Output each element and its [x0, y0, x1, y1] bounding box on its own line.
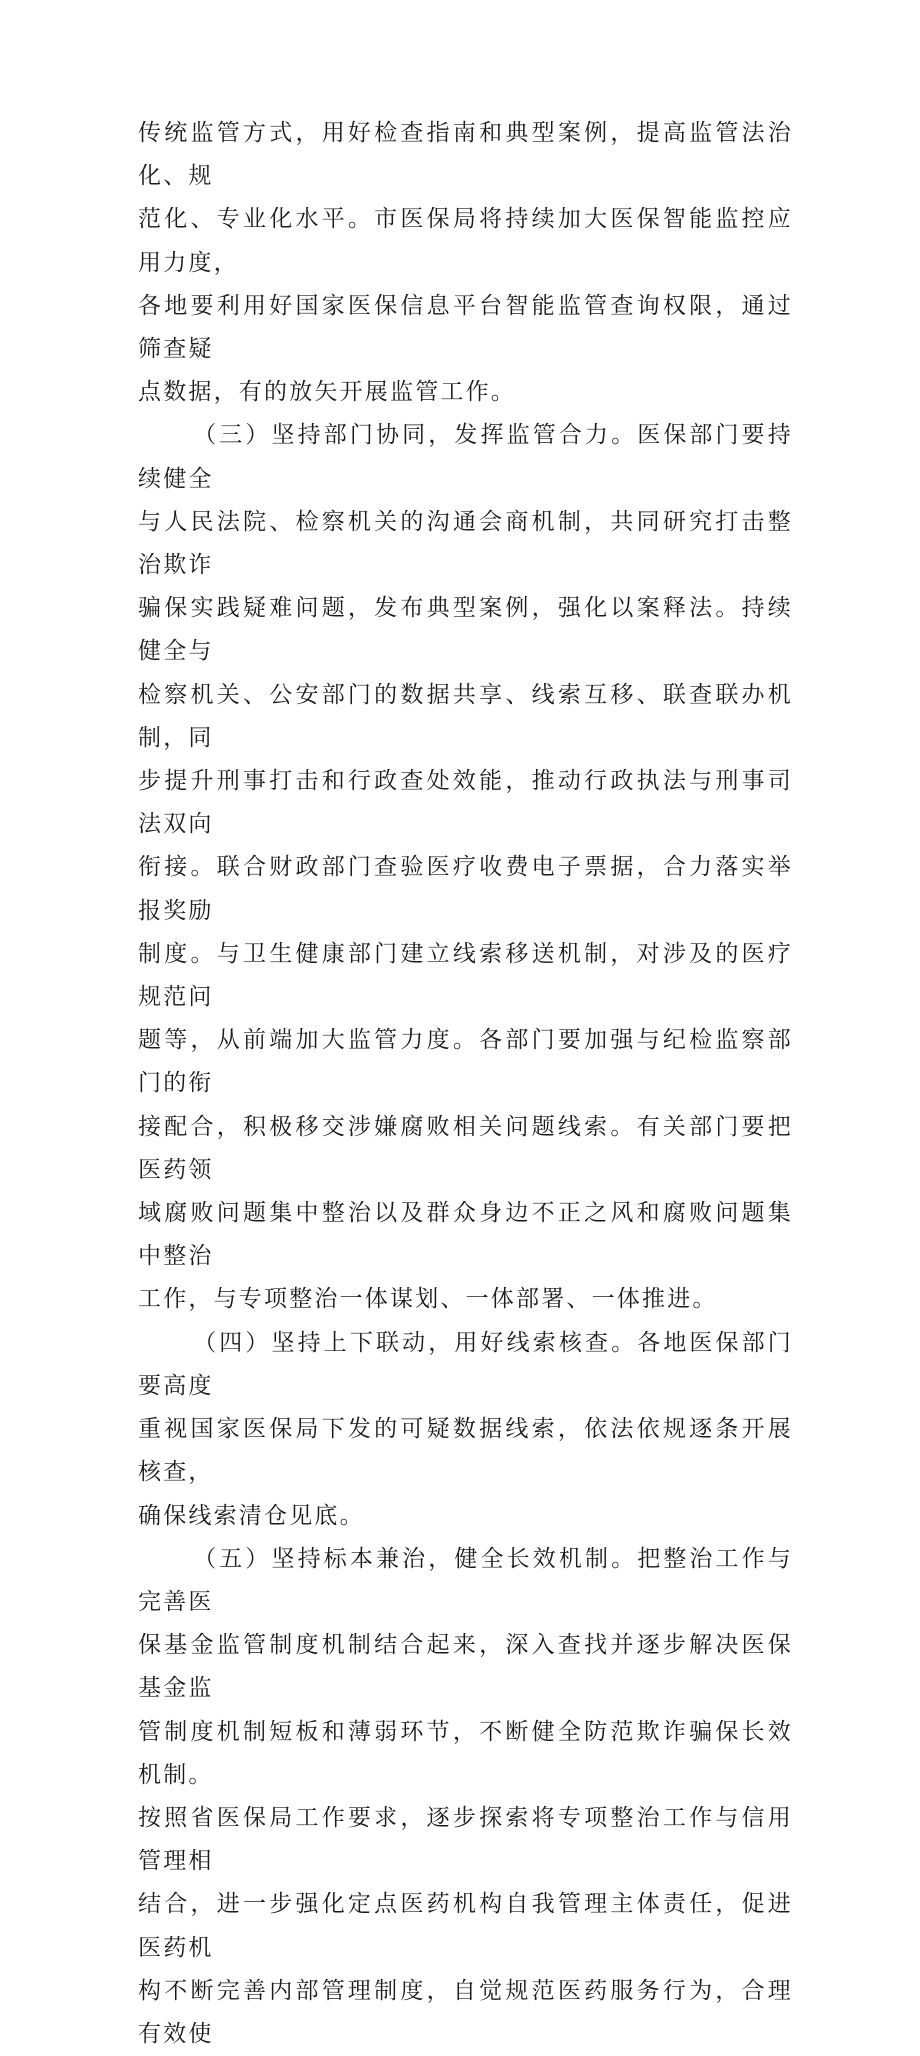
text-line: 骗保实践疑难问题，发布典型案例，强化以案释法。持续健全与	[138, 595, 793, 665]
text-line: 检察机关、公安部门的数据共享、线索互移、联查联办机制，同	[138, 681, 793, 751]
text-line: 接配合，积极移交涉嫌腐败相关问题线索。有关部门要把医药领	[138, 1113, 793, 1183]
text-line: 传统监管方式，用好检查指南和典型案例，提高监管法治化、规	[138, 120, 793, 190]
text-line: 结合，进一步强化定点医药机构自我管理主体责任，促进医药机	[138, 1891, 793, 1961]
document-body	[138, 112, 793, 2056]
text-line: 确保线索清仓见底。	[138, 1502, 365, 1529]
text-line: 按照省医保局工作要求，逐步探索将专项整治工作与信用管理相	[138, 1804, 793, 1875]
text-line: 域腐败问题集中整治以及群众身边不正之风和腐败问题集中整治	[138, 1200, 793, 1270]
text-line: 重视国家医保局下发的可疑数据线索，依法依规逐条开展核查，	[138, 1416, 793, 1486]
text-line: 工作，与专项整治一体谋划、一体部署、一体推进。	[138, 1286, 718, 1313]
text-line: （五）坚持标本兼治，健全长效机制。把整治工作与完善医	[138, 1545, 793, 1615]
text-line: 与人民法院、检察机关的沟通会商机制，共同研究打击整治欺诈	[138, 508, 793, 579]
paragraph-section-3	[138, 414, 793, 1321]
text-line: 制度。与卫生健康部门建立线索移送机制，对涉及的医疗规范问	[138, 940, 793, 1011]
paragraph-section-5	[138, 1538, 793, 2056]
text-line: （三）坚持部门协同，发挥监管合力。医保部门要持续健全	[138, 422, 793, 492]
text-line: 各地要利用好国家医保信息平台智能监管查询权限，通过筛查疑	[138, 292, 793, 363]
text-line: 题等，从前端加大监管力度。各部门要加强与纪检监察部门的衔	[138, 1027, 793, 1097]
text-line: 管制度机制短板和薄弱环节，不断健全防范欺诈骗保长效机制。	[138, 1718, 793, 1788]
text-line: 步提升刑事打击和行政查处效能，推动行政执法与刑事司法双向	[138, 768, 793, 838]
text-line: 构不断完善内部管理制度，自觉规范医药服务行为，合理有效使	[138, 1977, 793, 2047]
paragraph-section-4	[138, 1322, 793, 1538]
paragraph-continuation	[138, 112, 793, 414]
text-line: （四）坚持上下联动，用好线索核查。各地医保部门要高度	[138, 1329, 793, 1399]
text-line: 衔接。联合财政部门查验医疗收费电子票据，合力落实举报奖励	[138, 854, 793, 924]
text-line: 范化、专业化水平。市医保局将持续加大医保智能监控应用力度，	[138, 206, 793, 276]
text-line: 点数据，有的放矢开展监管工作。	[138, 379, 516, 406]
text-line: 保基金监管制度机制结合起来，深入查找并逐步解决医保基金监	[138, 1632, 793, 1702]
